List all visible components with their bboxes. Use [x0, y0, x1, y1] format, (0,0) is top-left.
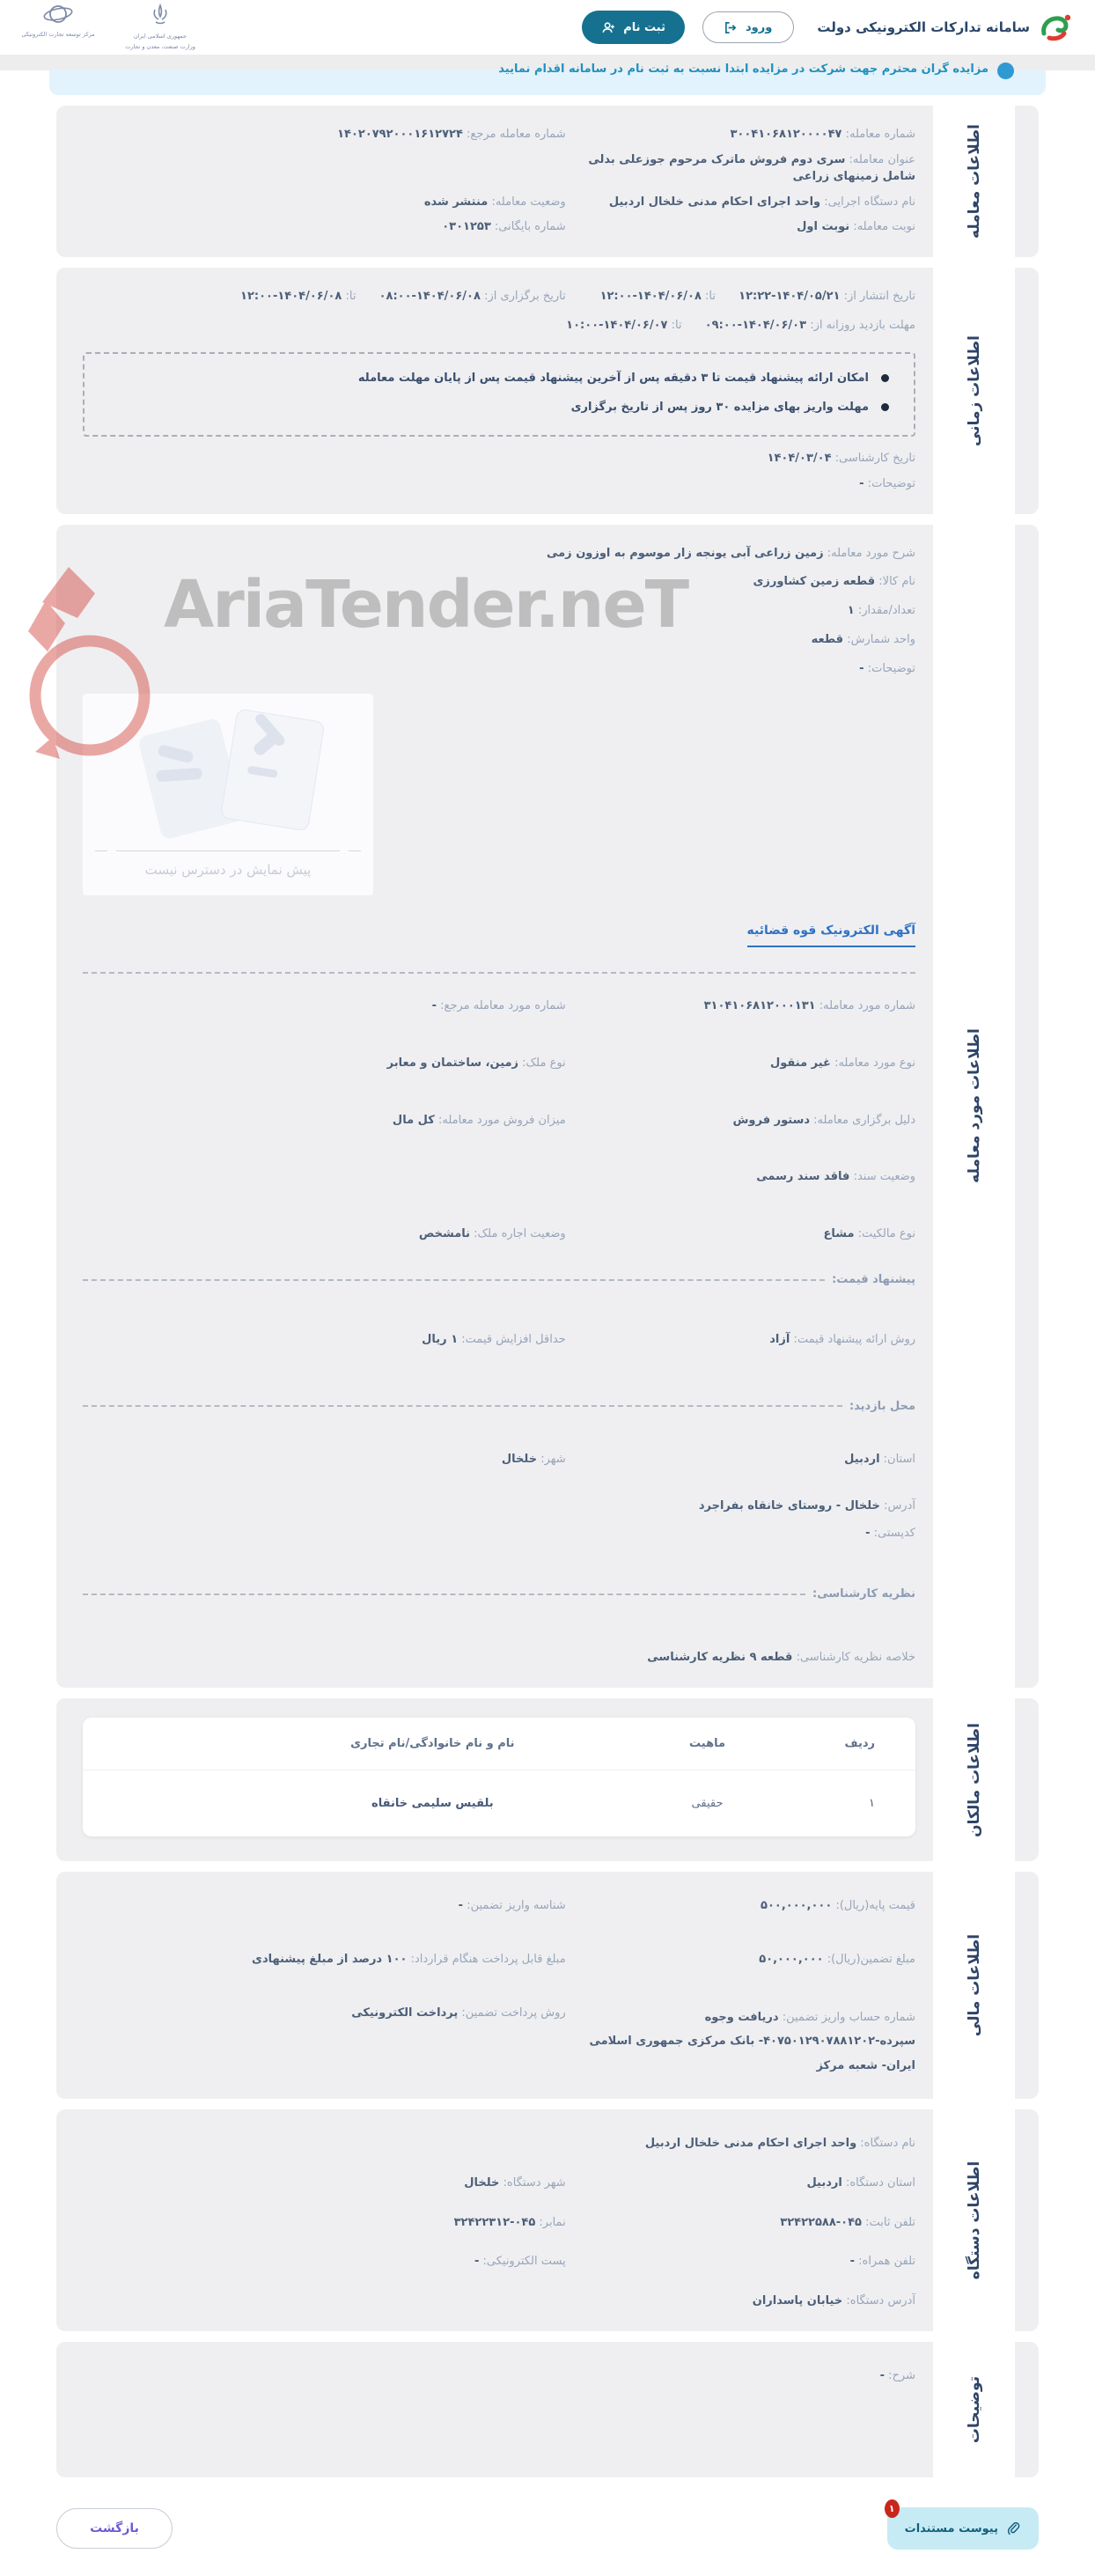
main-content: [0, 95, 1095, 2477]
field-expert-date: تاریخ کارشناسی: ۱۴۰۴/۰۳/۰۴: [767, 451, 915, 465]
user-plus-icon: [601, 21, 615, 34]
col-row-number: ردیف: [807, 1718, 915, 1770]
field-base-price: قیمت پایه(ریال): ۵۰۰,۰۰۰,۰۰۰: [761, 1899, 915, 1913]
setad-logo-icon: [1039, 11, 1072, 44]
field-deed-status: وضعیت سند: فاقد سند رسمی: [756, 1170, 915, 1184]
price-offer-heading: پیشنهاد قیمت:: [83, 1273, 915, 1286]
owners-table-row: ۱ حقیقی بلقیس سلیمی خانقاه: [371, 1797, 875, 1811]
field-estate-type: نوع ملک: زمین، ساختمان و معابر: [386, 1056, 566, 1070]
section-label-owners: اطلاعات مالکان: [933, 1698, 1015, 1861]
field-agency-address: آدرس دستگاه: خیابان پاسداران: [752, 2294, 915, 2308]
field-agency-province: استان دستگاه: اردبیل: [806, 2175, 915, 2190]
field-agency-fax: نمابر: ۰۴۵-۳۲۴۲۲۳۱۲: [453, 2215, 566, 2229]
field-sale-amount: میزان فروش مورد معامله: کل مال: [392, 1113, 566, 1127]
gavel-illustration-icon: [96, 708, 360, 840]
owners-table: [83, 1718, 915, 1836]
dashed-separator: [83, 972, 915, 974]
field-address: آدرس: خلخال - روستای خانقاه بفراجرد: [698, 1498, 915, 1512]
field-expert-summary: خلاصه نظریه کارشناسی: قطعه ۹ نظریه کارشناسی: [647, 1651, 915, 1665]
field-deal-turn: نوبت معامله: نوبت اول: [797, 220, 915, 234]
ministry-block: [118, 3, 202, 52]
login-icon: [724, 21, 738, 34]
preview-unavailable-text: پیش نمایش در دسترس نیست: [144, 861, 312, 878]
field-min-price-increase: حداقل افزایش قیمت: ۱ ریال: [422, 1333, 566, 1347]
bullet-dot-icon: [881, 403, 889, 411]
field-ownership-type: نوع مالکیت: مشاع: [823, 1227, 915, 1241]
field-subject-type: نوع مورد معامله: غیر منقول: [769, 1056, 915, 1070]
ministry-caption-line2: وزارت صنعت، معدن و تجارت: [125, 43, 195, 50]
field-rent-status: وضعیت اجاره ملک: نامشخص: [418, 1227, 566, 1241]
field-deal-ref-number: شماره معامله مرجع: ۱۴۰۲۰۷۹۲۰۰۰۱۶۱۲۷۲۴: [337, 128, 566, 141]
ecommerce-center-block: [16, 3, 100, 40]
visit-location-heading: محل بازدید:: [83, 1400, 915, 1413]
timing-note-2: مهلت واریز بهای مزایده ۳۰ روز پس از تاریخ برگزاری: [109, 401, 889, 414]
field-count-unit: واحد شمارش: قطعه: [811, 633, 915, 647]
section-agency-info: [56, 2109, 1039, 2331]
field-explanation-description: شرح: -: [879, 2369, 915, 2383]
bullet-dot-icon: [881, 374, 889, 382]
info-icon: [997, 63, 1014, 79]
preview-divider: [95, 850, 361, 851]
section-subject-info: [56, 525, 1039, 1689]
field-guarantee-amount: مبلغ تضمین(ریال): ۵۰,۰۰۰,۰۰۰: [759, 1953, 915, 1967]
field-case-ref-number: شماره مورد معامله مرجع: -: [431, 998, 566, 1012]
field-auction-reason: دلیل برگزاری معامله: دستور فروش: [732, 1113, 915, 1127]
field-held-dates: تاریخ برگزاری از: ۱۴۰۴/۰۶/۰۸-۰۸:۰۰ تا: ۱۴۰۴/۰۶/۰۸-۱۲:۰۰: [240, 290, 566, 304]
field-bid-method: روش ارائه پیشنهاد قیمت: آزاد: [769, 1333, 915, 1347]
ecommerce-center-caption: مرکز توسعه تجارت الکترونیکی: [21, 31, 95, 39]
field-case-number: شماره مورد معامله: ۳۱۰۴۱۰۶۸۱۲۰۰۰۱۳۱: [703, 998, 915, 1012]
page-header: [0, 0, 1095, 55]
field-payable-on-contract: مبلغ قابل پرداخت هنگام قرارداد: ۱۰۰ درصد از مبلغ پیشنهادی: [252, 1953, 566, 1967]
ecommerce-center-logo-icon: [40, 3, 77, 29]
section-label-explanations: توضیحات: [933, 2342, 1015, 2477]
judiciary-ad-link[interactable]: آگهی الکترونیک قوه قضائیه: [747, 924, 916, 947]
attachments-button[interactable]: [887, 2503, 1039, 2550]
field-visit-deadline: مهلت بازدید روزانه از: ۱۴۰۴/۰۶/۰۳-۰۹:۰۰ تا: ۱۴۰۴/۰۶/۰۷-۱۰:۰۰: [566, 319, 915, 333]
field-guarantee-account: شماره حساب واریز تضمین: دریافت وجوه سپرده-۴۰۷۵۰۱۲۹۰۷۸۸۱۲۰۲- بانک مرکزی جمهوری اسلامی ایران- شعبه مرکز: [589, 2010, 915, 2072]
field-subject-description: شرح مورد معامله: زمین زراعی آبی یونجه زار موسوم به اوزون زمی: [546, 546, 915, 560]
expert-opinion-heading: نظریه کارشناسی:: [83, 1587, 915, 1601]
login-button[interactable]: [702, 11, 794, 43]
field-executive-agency: نام دستگاه اجرایی: واحد اجرای احکام مدنی خلخال اردبیل: [608, 195, 915, 209]
field-timing-description: توضیحات: -: [859, 476, 915, 490]
section-owners-info: [56, 1698, 1039, 1861]
register-button[interactable]: [582, 11, 685, 44]
field-agency-name: نام دستگاه: واحد اجرای احکام مدنی خلخال اردبیل: [644, 2136, 915, 2150]
section-deal-info: [56, 106, 1039, 257]
field-archive-number: شماره بایگانی: ۰۳۰۱۲۵۳: [442, 220, 566, 234]
page-title: سامانه تدارکات الکترونیکی دولت: [817, 19, 1030, 35]
image-preview-placeholder: [83, 694, 373, 895]
field-city: شهر: خلخال: [501, 1452, 566, 1466]
field-agency-mobile: تلفن همراه: -: [849, 2255, 915, 2269]
attachments-count-badge: ۱: [885, 2499, 900, 2518]
field-agency-phone: تلفن ثابت: ۰۴۵-۳۲۴۲۲۵۸۸: [780, 2215, 915, 2229]
owners-table-header: [83, 1718, 915, 1770]
ministry-caption-line1: جمهوری اسلامی ایران: [133, 33, 187, 40]
col-full-name: نام و نام خانوادگی/نام تجاری: [258, 1718, 607, 1770]
paperclip-icon: [1007, 2521, 1021, 2536]
attachments-label: پیوست مستندات: [904, 2521, 998, 2536]
section-label-subject: اطلاعات مورد معامله: [933, 525, 1015, 1689]
timing-note-1: امکان ارائه پیشنهاد قیمت تا ۳ دقیقه پس از آخرین پیشنهاد قیمت پس از پایان مهلت معامله: [109, 372, 889, 385]
field-item-name: نام کالا: قطعه زمین کشاورزی: [753, 575, 915, 589]
brand: [817, 11, 1072, 44]
watermark-text: AriaTender.neT: [164, 566, 688, 643]
section-label-financial: اطلاعات مالی: [933, 1872, 1015, 2099]
header-actions: [582, 11, 794, 44]
field-agency-email: پست الکترونیکی: -: [474, 2255, 566, 2269]
field-quantity: تعداد/مقدار: ۱: [847, 604, 915, 618]
government-logos: [16, 3, 202, 52]
field-deal-status: وضعیت معامله: منتشر شده: [423, 195, 566, 209]
page-footer: [0, 2488, 1095, 2576]
section-label-timing: اطلاعات زمانی: [933, 268, 1015, 513]
field-deal-title: عنوان معامله: سری دوم فروش ماترک مرحوم جوزعلی بدلی شامل زمینهای زراعی: [588, 152, 915, 183]
section-timing-info: [56, 268, 1039, 513]
field-subject-notes: توضیحات: -: [859, 661, 915, 675]
section-label-deal: اطلاعات معامله: [933, 106, 1015, 257]
register-label: ثبت نام: [623, 20, 665, 34]
notification-text: مزایده گران محترم جهت شرکت در مزایده ابتدا نسبت به ثبت نام در سامانه اقدام نمایید: [498, 63, 988, 76]
field-agency-city: شهر دستگاه: خلخال: [464, 2175, 566, 2190]
section-label-agency: اطلاعات دستگاه: [933, 2109, 1015, 2331]
iran-emblem-icon: [147, 3, 173, 31]
field-deposit-id: شناسه واریز تضمین: -: [458, 1899, 566, 1913]
login-label: ورود: [746, 20, 773, 34]
field-deal-number: شماره معامله: ۳۰۰۴۱۰۶۸۱۲۰۰۰۰۴۷: [730, 128, 915, 141]
section-financial-info: [56, 1872, 1039, 2099]
back-button[interactable]: بازگشت: [56, 2508, 173, 2549]
col-nature: ماهیت: [607, 1718, 807, 1770]
notification-bar: [49, 63, 1046, 95]
timing-notes-box: [83, 352, 915, 437]
section-explanations: [56, 2342, 1039, 2477]
field-publish-dates: تاریخ انتشار از: ۱۴۰۴/۰۵/۲۱-۱۲:۲۲ تا: ۱۴۰۴/۰۶/۰۸-۱۲:۰۰: [599, 290, 915, 304]
field-postal-code: کدپستی: -: [865, 1526, 915, 1540]
field-province: استان: اردبیل: [844, 1452, 915, 1466]
field-guarantee-pay-method: روش پرداخت تضمین: پرداخت الکترونیکی: [351, 2006, 566, 2020]
